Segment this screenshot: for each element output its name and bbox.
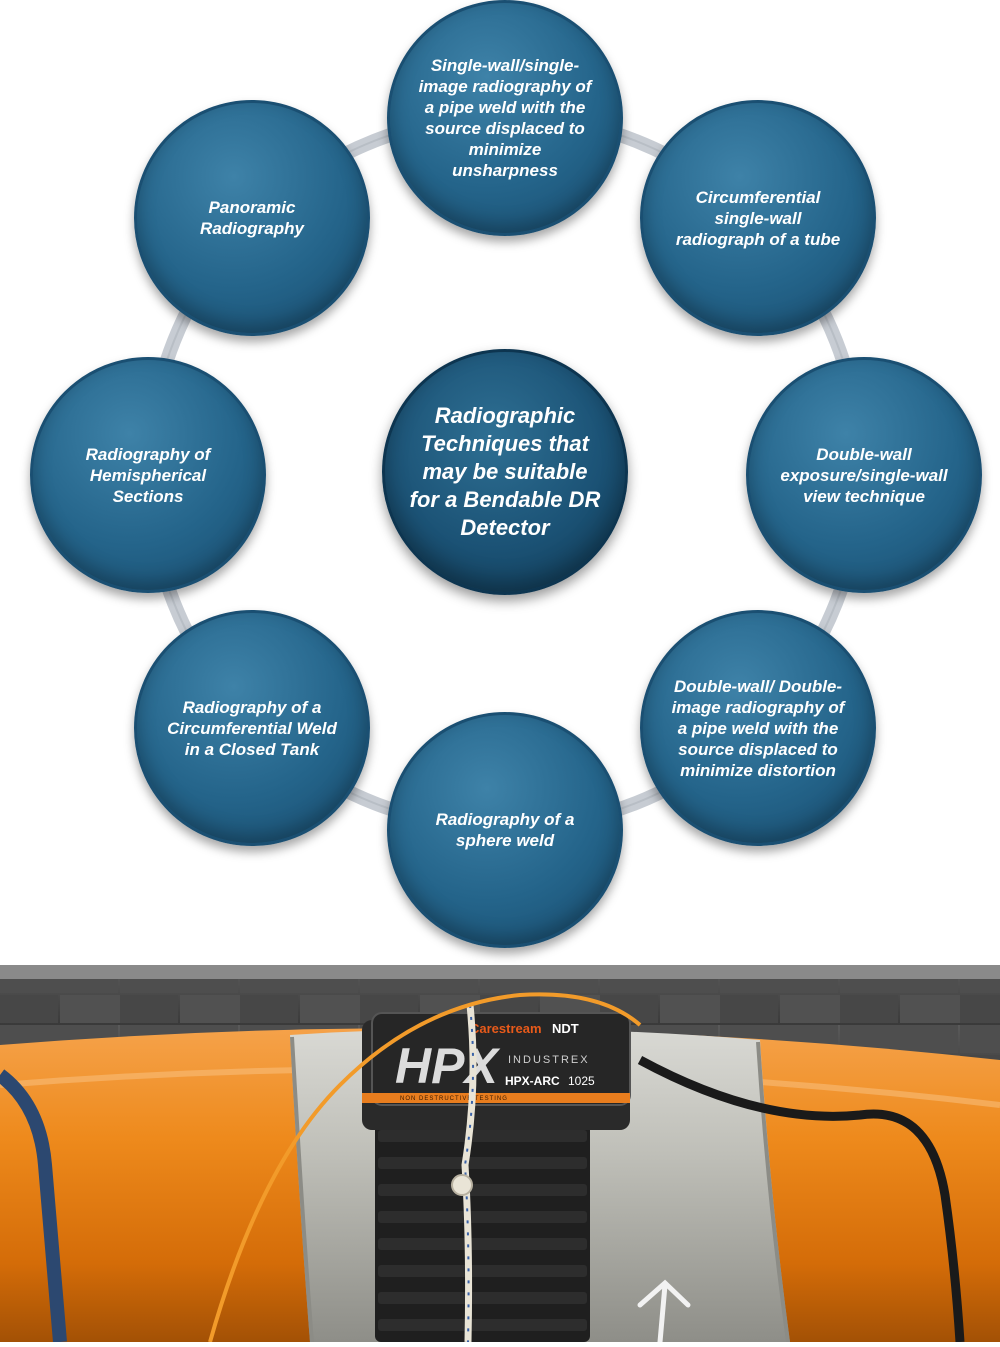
photo-illustration [0, 965, 1000, 1342]
node-double-wall-single-view [746, 357, 982, 593]
node-closed-tank [134, 610, 370, 846]
svg-text:NON DESTRUCTIVE TESTING: NON DESTRUCTIVE TESTING [400, 1096, 508, 1102]
node-hemispherical [30, 357, 266, 593]
node-label: Radiography of Hemispherical Sections [85, 444, 211, 506]
node-label: Single-wall/single-image radiography of a pipe weld with the source displaced to minimize unsharpness [418, 56, 592, 180]
node-circumferential-tube [640, 100, 876, 336]
node-label: Double-wall exposure/single-wall view technique [780, 444, 948, 506]
node-label: Double-wall/ Double-image radiography of a pipe weld with the source displaced to minimize distortion [671, 676, 845, 780]
node-label: Radiography of a sphere weld [435, 810, 575, 850]
center-title: Radiographic Techniques that may be suitable for a Bendable DR Detector [409, 403, 601, 540]
svg-text:NDT: NDT [552, 1021, 579, 1036]
node-label: Radiography of a Circumferential Weld in a Closed Tank [167, 697, 337, 759]
node-double-wall-double-image [640, 610, 876, 846]
node-label: Panoramic Radiography [200, 198, 304, 238]
svg-text:HPX-ARC: HPX-ARC [505, 1074, 560, 1088]
bendable-detector [362, 1013, 630, 1342]
detector-photo [0, 965, 1000, 1342]
node-sphere-weld [387, 712, 623, 948]
svg-text:1025: 1025 [568, 1074, 595, 1088]
center-node [382, 349, 628, 595]
svg-text:INDUSTREX: INDUSTREX [508, 1054, 590, 1066]
svg-text:HPX: HPX [395, 1038, 498, 1094]
node-panoramic [134, 100, 370, 336]
svg-text:Carestream: Carestream [470, 1021, 542, 1036]
node-single-wall-single-image [387, 0, 623, 236]
node-label: Circumferential single-wall radiograph of a tube [675, 187, 841, 249]
